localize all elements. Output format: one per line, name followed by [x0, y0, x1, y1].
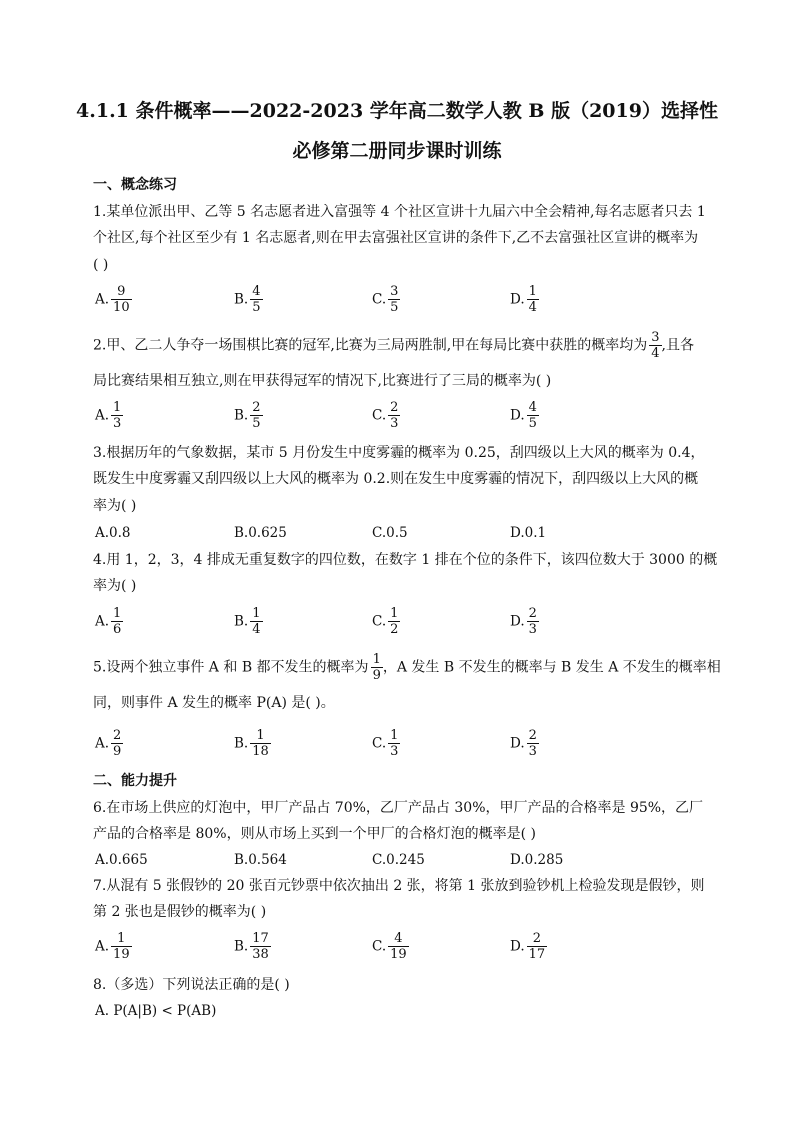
question-3-line-2: 既发生中度雾霾又刮四级以上大风的概率为 0.2.则在发生中度雾霾的情况下，刮四级以上大风的概: [93, 471, 699, 487]
fraction: $\frac{4}{5}$: [252, 284, 261, 315]
option-d[interactable]: D. $\frac{4}{5}$: [510, 400, 537, 431]
option-d[interactable]: D. $\frac{2}{3}$: [510, 606, 537, 637]
question-6-line-1: 6.在市场上供应的灯泡中，甲厂产品占 70%，乙厂产品占 30%，甲厂产品的合格率是 95%，乙厂: [93, 800, 704, 816]
option-a[interactable]: A. $\frac{1}{6}$: [95, 606, 122, 637]
question-3-line-1: 3.根据历年的气象数据，某市 5 月份发生中度雾霾的概率为 0.25，刮四级以上大风的概率为 0.4，: [93, 445, 705, 461]
option-c[interactable]: C. $\frac{1}{2}$: [372, 606, 399, 637]
question-7-line-1: 7.从混有 5 张假钞的 20 张百元钞票中依次抽出 2 张，将第 1 张放到验钞机上检验发现是假钞，则: [93, 878, 705, 894]
option-d[interactable]: D. $\frac{2}{3}$: [510, 728, 537, 759]
fraction: $\frac{4}{19}$: [390, 931, 407, 962]
question-2-line-2: 局比赛结果相互独立,则在甲获得冠军的情况下,比赛进行了三局的概率为( ): [93, 373, 552, 389]
section-heading-concepts: 一、概念练习: [93, 177, 177, 193]
question-1-line-1: 1.某单位派出甲、乙等 5 名志愿者进入富强等 4 个社区宣讲十九届六中全会精神,每名志愿者只去 1: [93, 204, 706, 220]
fraction: $\frac{9}{10}$: [113, 284, 130, 315]
option-c[interactable]: C.0.5: [372, 525, 408, 541]
option-b[interactable]: B. $\frac{4}{5}$: [234, 284, 261, 315]
question-5-line-1: 5.设两个独立事件 A 和 B 都不发生的概率为 $\frac{1}{9}$ ，A 发生 B 不发生的概率与 B 发生 A 不发生的概率相: [93, 652, 721, 683]
fraction: $\frac{1}{4}$: [528, 284, 537, 315]
fraction: $\frac{2}{3}$: [390, 400, 399, 431]
fraction: $\frac{4}{5}$: [528, 400, 537, 431]
fraction: $\frac{1}{18}$: [252, 728, 269, 759]
fraction: $\frac{1}{4}$: [252, 606, 261, 637]
option-b[interactable]: B. $\frac{2}{5}$: [234, 400, 261, 431]
fraction: $\frac{1}{9}$: [372, 652, 381, 683]
fraction: $\frac{2}{3}$: [528, 606, 537, 637]
question-6-line-2: 产品的合格率是 80%，则从市场上买到一个甲厂的合格灯泡的概率是( ): [93, 826, 536, 842]
fraction: $\frac{3}{5}$: [390, 284, 399, 315]
question-7-line-2: 第 2 张也是假钞的概率为( ): [93, 904, 267, 920]
fraction: $\frac{2}{3}$: [528, 728, 537, 759]
option-a[interactable]: A.0.8: [95, 525, 131, 541]
option-d[interactable]: D. $\frac{1}{4}$: [510, 284, 537, 315]
option-b[interactable]: B. $\frac{17}{38}$: [234, 931, 269, 962]
option-b[interactable]: B.0.625: [234, 525, 287, 541]
question-1-line-3: ( ): [93, 257, 109, 273]
question-8-line-1: 8.（多选）下列说法正确的是( ): [93, 977, 290, 993]
option-d[interactable]: D. $\frac{2}{17}$: [510, 931, 546, 962]
fraction: $\frac{1}{6}$: [113, 606, 122, 637]
option-d[interactable]: D.0.285: [510, 852, 564, 868]
fraction: $\frac{1}{2}$: [390, 606, 399, 637]
option-a[interactable]: A. $\frac{2}{9}$: [95, 728, 122, 759]
option-c[interactable]: C. $\frac{3}{5}$: [372, 284, 399, 315]
option-b[interactable]: B. $\frac{1}{18}$: [234, 728, 269, 759]
question-4-line-2: 率为( ): [93, 578, 137, 594]
fraction: $\frac{1}{3}$: [390, 728, 399, 759]
option-b[interactable]: B.0.564: [234, 852, 287, 868]
question-8-option-a[interactable]: A. P(A|B) < P(AB): [95, 1003, 217, 1019]
section-heading-ability: 二、能力提升: [93, 773, 177, 789]
fraction: $\frac{1}{3}$: [113, 400, 122, 431]
question-4-line-1: 4.用 1，2，3，4 排成无重复数字的四位数，在数字 1 排在个位的条件下，该四位数大于 3000 的概: [93, 552, 718, 568]
option-b[interactable]: B. $\frac{1}{4}$: [234, 606, 261, 637]
option-a[interactable]: A. $\frac{1}{19}$: [95, 931, 130, 962]
fraction: $\frac{17}{38}$: [252, 931, 269, 962]
fraction: $\frac{1}{19}$: [113, 931, 130, 962]
fraction: $\frac{2}{17}$: [528, 931, 546, 962]
fraction: $\frac{3}{4}$: [651, 330, 660, 361]
option-c[interactable]: C. $\frac{2}{3}$: [372, 400, 399, 431]
document-title-line-2: 必修第二册同步课时训练: [292, 140, 502, 162]
option-a[interactable]: A. $\frac{9}{10}$: [95, 284, 130, 315]
option-c[interactable]: C. $\frac{1}{3}$: [372, 728, 399, 759]
option-d[interactable]: D.0.1: [510, 525, 547, 541]
question-1-line-2: 个社区,每个社区至少有 1 名志愿者,则在甲去富强社区宣讲的条件下,乙不去富强社区宣讲的概率为: [93, 230, 699, 246]
question-5-line-2: 同，则事件 A 发生的概率 P(A) 是( )。: [93, 695, 335, 711]
question-2-line-1: 2.甲、乙二人争夺一场围棋比赛的冠军,比赛为三局两胜制,甲在每局比赛中获胜的概率均为 $\frac{3}{4}$ ,且各: [93, 330, 694, 361]
question-3-line-3: 率为( ): [93, 498, 137, 514]
option-c[interactable]: C. $\frac{4}{19}$: [372, 931, 407, 962]
option-a[interactable]: A. $\frac{1}{3}$: [95, 400, 122, 431]
fraction: $\frac{2}{5}$: [252, 400, 261, 431]
fraction: $\frac{2}{9}$: [113, 728, 122, 759]
option-c[interactable]: C.0.245: [372, 852, 425, 868]
option-a[interactable]: A.0.665: [95, 852, 148, 868]
document-title-line-1: 4.1.1 条件概率——2022-2023 学年高二数学人教 B 版（2019）选择性: [76, 100, 718, 122]
